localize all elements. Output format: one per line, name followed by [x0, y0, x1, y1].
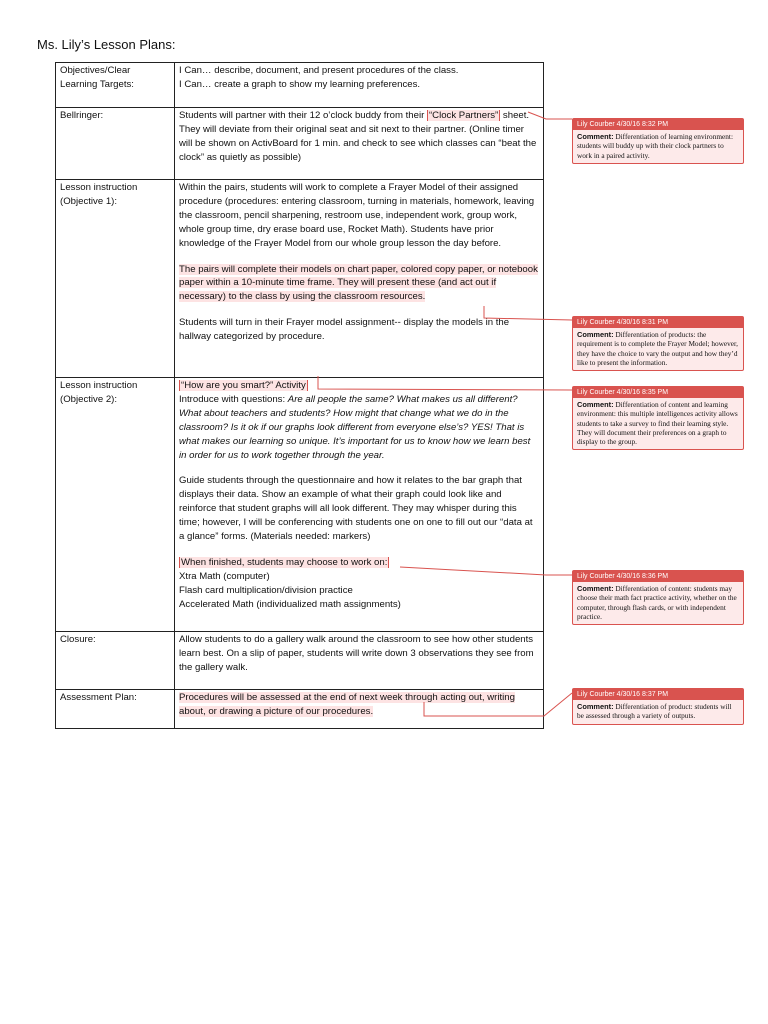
table-row — [56, 63, 544, 108]
row-label: Lesson instruction (Objective 1): — [56, 180, 175, 378]
comment-header: Lily Courber 4/30/16 8:37 PM — [573, 689, 743, 700]
comment-text: Differentiation of product: students will be assessed through a variety of outputs. — [577, 702, 732, 721]
bellringer-text: sheet. They will deviate from their original seat and sit next to their partner. (Online timer will be shown on ActivBoard for 1 min. and check to see which classes can “beat the clock” as quietly as possible) — [179, 110, 537, 163]
objective-line: I Can… describe, document, and present procedures of the class. — [179, 65, 459, 76]
comment-anchor-highlight[interactable]: Procedures will be assessed at the end of next week through acting out, writing about, or drawing a picture of our procedures. — [179, 692, 515, 717]
table-row — [56, 690, 544, 729]
comment-header: Lily Courber 4/30/16 8:32 PM — [573, 119, 743, 130]
comment-header: Lily Courber 4/30/16 8:35 PM — [573, 387, 743, 398]
comment-header: Lily Courber 4/30/16 8:31 PM — [573, 317, 743, 328]
comment-body — [573, 130, 743, 163]
comment-anchor-highlight[interactable]: The pairs will complete their models on chart paper, colored copy paper, or notebook paper within a 10-minute time frame. They will present these (and act out if necessary) to the class by using the classroom resources. — [179, 263, 538, 303]
row-label: Closure: — [56, 632, 175, 690]
comment-label: Comment: — [577, 132, 614, 142]
comment-label: Comment: — [577, 584, 614, 594]
row-content: Allow students to do a gallery walk around the classroom to see how other students learn best. On a slip of paper, students will write down 3 observations they see from the gallery walk. — [175, 632, 544, 690]
comment-text: Differentiation of content: students may choose their math fact practice activity, whether on the computer, through flash cards, or with independent practice. — [577, 584, 737, 621]
objective-line: I Can… create a graph to show my learning preferences. — [179, 78, 421, 90]
comment-body — [573, 700, 743, 723]
comment-text: Differentiation of learning environment: students will buddy up with their clock partners to work in a paired activity. — [577, 132, 733, 160]
comment-card[interactable] — [572, 118, 744, 164]
row-label: Bellringer: — [56, 108, 175, 180]
comment-text: Differentiation of content and learning environment: this multiple intelligences activity allows students to take a survey to find their learning style. They will document their preferences on a graph to display to the group. — [577, 400, 738, 447]
row-content — [175, 108, 544, 180]
row-content — [175, 690, 544, 729]
bellringer-text: Students will partner with their 12 o’clock buddy from their — [179, 110, 427, 121]
lesson-plan-table — [55, 62, 544, 729]
comment-anchor-highlight[interactable]: “Clock Partners” — [428, 110, 499, 121]
list-item: Accelerated Math (individualized math assignments) — [179, 598, 401, 610]
table-row — [56, 378, 544, 632]
row-content — [175, 378, 544, 632]
comment-label: Comment: — [577, 400, 614, 410]
row-label: Assessment Plan: — [56, 690, 175, 729]
comment-text: Differentiation of products: the requirement is to complete the Frayer Model; however, they have the choice to vary the output and how they’d like to present the information. — [577, 330, 738, 367]
paragraph: Guide students through the questionnaire and how it relates to the bar graph that displays their data. Show an example of what their graph could look like and reinforce that student graphs will all look different. They may whisper during this time; however, I will be conferencing with students one on one to fill out our “data at a glance” forms. (Materials needed: markers) — [179, 475, 533, 543]
comment-anchor-highlight[interactable]: When finished, students may choose to work on: — [181, 556, 388, 568]
row-content — [175, 63, 544, 108]
comment-card[interactable] — [572, 386, 744, 450]
table-row — [56, 180, 544, 378]
comment-label: Comment: — [577, 330, 614, 340]
comment-card[interactable] — [572, 570, 744, 625]
comment-anchor-highlight[interactable]: “How are you smart?” Activity — [181, 380, 306, 391]
list-item: Xtra Math (computer) — [179, 570, 270, 582]
table-row — [56, 632, 544, 690]
paragraph — [179, 263, 539, 305]
paragraph — [179, 379, 539, 462]
comment-label: Comment: — [577, 702, 614, 712]
intro-text: Introduce with questions: — [179, 393, 288, 405]
comment-body — [573, 328, 743, 370]
row-label: Lesson instruction (Objective 2): — [56, 378, 175, 632]
paragraph: Students will turn in their Frayer model assignment-- display the models in the hallway categorized by procedure. — [179, 317, 510, 343]
row-content — [175, 180, 544, 378]
paragraph: Within the pairs, students will work to complete a Frayer Model of their assigned procedure (procedures: entering classroom, turning in materials, homework, leaving the classroom, pencil sharpening, restroom use, independent work, group work, whole group time, dry erase board use, Rocket Math). Students have prior knowledge of the Frayer Model from our whole group lesson the day before. — [179, 182, 535, 249]
comment-header: Lily Courber 4/30/16 8:36 PM — [573, 571, 743, 582]
row-label: Objectives/Clear Learning Targets: — [56, 63, 175, 108]
comment-body — [573, 582, 743, 624]
document-title: Ms. Lily’s Lesson Plans: — [37, 37, 176, 52]
paragraph — [179, 556, 539, 612]
list-item: Flash card multiplication/division practice — [179, 584, 353, 596]
comment-card[interactable] — [572, 688, 744, 725]
table-row — [56, 108, 544, 180]
comment-card[interactable] — [572, 316, 744, 371]
intro-questions: Are all people the same? What makes us all different? What about teachers and students? How might that change what we do in the classroom? Is it ok if our graphs look different from everyone else’s? YES! That is what makes our learning so unique. It’s important for us to know how we learn best in order for us to work together through the year. — [179, 393, 531, 461]
comment-body — [573, 398, 743, 449]
